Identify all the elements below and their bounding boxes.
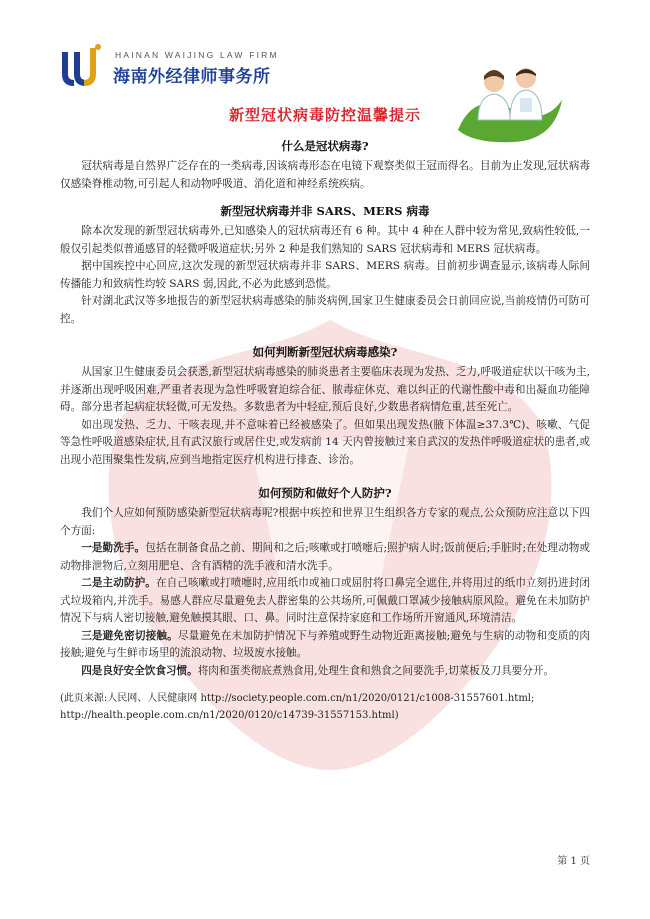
paragraph: 冠状病毒是自然界广泛存在的一类病毒,因该病毒形态在电镜下观察类似王冠而得名。目前为止发现,冠状病毒仅感染脊椎动物,可引起人和动物呼吸道、消化道和神经系统疾病。: [60, 160, 590, 190]
document-body: [60, 138, 590, 724]
firm-name-en: HAINAN WAIJING LAW FIRM: [115, 50, 279, 60]
source-citation: (此页来源:人民网、人民健康网 http://society.people.com.cn/n1/2020/0121/c1008-31557601.html; http://health.people.com.cn/n1/2020/0120/c14739-31557153.html): [60, 693, 535, 721]
paragraph: 我们个人应如何预防感染新型冠状病毒呢?根据中疾控和世界卫生组织各方专家的观点,公众预防应注意以下四个方面:: [60, 507, 590, 537]
section-heading: 新型冠状病毒并非 SARS、MERS 病毒: [220, 204, 430, 218]
firm-name-cn: 海南外经律师事务所: [113, 67, 271, 87]
item-lead: 一是勤洗手。: [81, 542, 146, 554]
doctors-illustration: [454, 60, 566, 144]
page-title: 新型冠状病毒防控温馨提示: [228, 106, 421, 124]
section-not-sars: [60, 203, 590, 328]
section-heading: 如何判断新型冠状病毒感染?: [252, 345, 398, 359]
section-prevention: [60, 485, 590, 680]
section-diagnosis: [60, 344, 590, 469]
item-text: 尽量避免在未加防护情况下与养殖或野生动物近距离接触;避免与生病的动物和变质的肉接触;避免与生鲜市场里的流浪动物、垃圾废水接触。: [60, 629, 590, 659]
section-what-is: [60, 138, 590, 193]
paragraph: 针对湖北武汉等多地报告的新型冠状病毒感染的肺炎病例,国家卫生健康委员会日前回应说,当前疫情仍可防可控。: [60, 295, 590, 325]
page-number: 第 1 页: [557, 856, 590, 867]
prevention-item: [60, 540, 590, 575]
section-heading: 什么是冠状病毒?: [281, 139, 369, 153]
paragraph: 如出现发热、乏力、干咳表现,并不意味着已经被感染了。但如果出现发热(腋下体温≥37.3℃)、咳嗽、气促等急性呼吸道感染症状,且有武汉旅行或居住史,或发病前 14 天内曾接触过来自武汉的发热伴呼吸道症状的患者,或出现小范围聚集性发病,应到当地指定医疗机构进行排查、诊治。: [60, 418, 590, 466]
firm-header: [60, 44, 360, 88]
prevention-item: [60, 575, 590, 628]
firm-logo-icon: [60, 44, 104, 86]
paragraph: 据中国疾控中心回应,这次发现的新型冠状病毒并非 SARS、MERS 病毒。目前初步调查显示,该病毒人际间传播能力和致病性均较 SARS 弱,因此,不必为此感到恐慌。: [60, 260, 590, 290]
paragraph: 从国家卫生健康委员会获悉,新型冠状病毒感染的肺炎患者主要临床表现为发热、乏力,呼吸道症状以干咳为主,并逐渐出现呼吸困难,严重者表现为急性呼吸窘迫综合征、脓毒症休克、难以纠正的代谢性酸中毒和出凝血功能障碍。部分患者起病症状轻微,可无发热。多数患者为中轻症,预后良好,少数患者病情危重,甚至死亡。: [60, 366, 590, 413]
item-text: 将肉和蛋类彻底煮熟食用,处理生食和熟食之间要洗手,切菜板及刀具要分开。: [197, 664, 555, 677]
item-text: 在自己咳嗽或打喷嚏时,应用纸巾或袖口或屈肘将口鼻完全遮住,并将用过的纸巾立刻扔进封闭式垃圾箱内,并洗手。易感人群应尽量避免去人群密集的公共场所,可佩戴口罩减少接触病原风险。避免在未加防护情况下与病人密切接触,避免触摸其眼、口、鼻。同时注意保持家庭和工作场所开窗通风,环境清洁。: [60, 577, 590, 624]
item-lead: 三是避免密切接触。: [81, 629, 178, 642]
item-text: 包括在制备食品之前、期间和之后;咳嗽或打喷嚏后;照护病人时;饭前便后;手脏时;在处理动物或动物排泄物后,立刻用肥皂、含有酒精的洗手液和清水洗手。: [60, 542, 591, 572]
item-lead: 四是良好安全饮食习惯。: [81, 664, 198, 677]
item-lead: 二是主动防护。: [81, 577, 156, 589]
prevention-item: [60, 663, 590, 681]
paragraph: 除本次发现的新型冠状病毒外,已知感染人的冠状病毒还有 6 种。其中 4 种在人群中较为常见,致病性较低,一般仅引起类似普通感冒的轻微呼吸道症状;另外 2 种是我们熟知的 SARS 冠状病毒和 MERS 冠状病毒。: [60, 225, 590, 255]
section-heading: 如何预防和做好个人防护?: [258, 486, 392, 500]
prevention-item: [60, 628, 590, 663]
